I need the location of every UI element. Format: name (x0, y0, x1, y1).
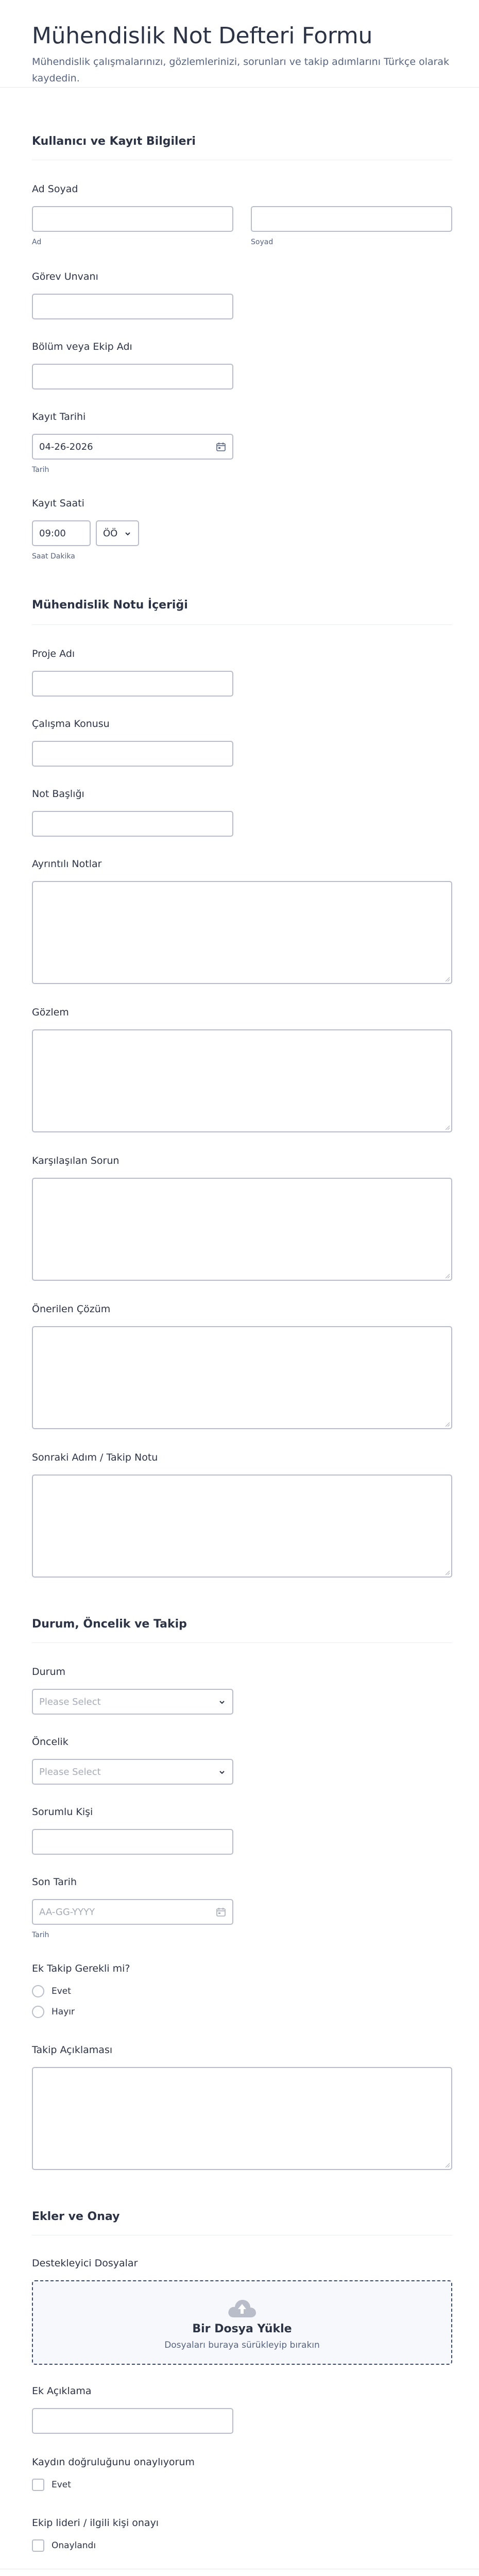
section-title-note: Mühendislik Notu İçeriği (32, 599, 188, 612)
last-name-sublabel: Soyad (251, 238, 273, 246)
priority-label: Öncelik (32, 1736, 69, 1748)
job-title-label: Görev Unvanı (32, 271, 98, 282)
radio-button[interactable] (32, 1985, 44, 1997)
first-name-sublabel: Ad (32, 238, 42, 246)
form-header (0, 0, 479, 88)
work-topic-label: Çalışma Konusu (32, 718, 110, 730)
cloud-upload-icon (227, 2297, 258, 2319)
upload-title: Bir Dosya Yükle (192, 2323, 292, 2335)
detailed-notes-label: Ayrıntılı Notlar (32, 858, 102, 870)
record-time-label: Kayıt Saati (32, 498, 84, 509)
section-title-status: Durum, Öncelik ve Takip (32, 1618, 187, 1631)
form-subtitle: Mühendislik çalışmalarınızı, gözlemlerinizi, sorunları ve takip adımlarını Türkçe olarak kaydedin. (32, 56, 450, 84)
follow-up-desc-textarea[interactable] (32, 2067, 452, 2170)
follow-up-needed-label: Ek Takip Gerekli mi? (32, 1963, 130, 1974)
record-date-label: Kayıt Tarihi (32, 411, 86, 422)
status-label: Durum (32, 1666, 66, 1677)
department-input[interactable] (32, 364, 233, 389)
attachment-desc-label: Ek Açıklama (32, 2385, 92, 2397)
lead-approval-label: Ekip lideri / ilgili kişi onayı (32, 2517, 159, 2529)
chevron-down-icon (124, 530, 132, 538)
due-date-sublabel: Tarih (32, 1931, 49, 1939)
form-title: Mühendislik Not Defteri Formu (32, 23, 373, 49)
attachment-desc-input[interactable] (32, 2408, 233, 2434)
ampm-select[interactable]: ÖÖ (96, 520, 139, 546)
resize-grip-icon[interactable] (444, 1125, 450, 1130)
last-name-input[interactable] (251, 206, 452, 232)
radio-button[interactable] (32, 2006, 44, 2018)
checkbox[interactable] (32, 2479, 44, 2491)
full-name-label: Ad Soyad (32, 183, 78, 195)
solution-label: Önerilen Çözüm (32, 1303, 111, 1315)
follow-up-desc-label: Takip Açıklaması (32, 2044, 113, 2056)
resize-grip-icon[interactable] (444, 976, 450, 981)
record-time-sublabel: Saat Dakika (32, 552, 75, 561)
job-title-input[interactable] (32, 294, 233, 319)
checkbox[interactable] (32, 2539, 44, 2552)
priority-select[interactable]: Please Select (32, 1759, 233, 1785)
resize-grip-icon[interactable] (444, 2162, 450, 2167)
resize-grip-icon[interactable] (444, 1570, 450, 1575)
calendar-icon[interactable] (216, 1907, 226, 1917)
problem-label: Karşılaşılan Sorun (32, 1155, 119, 1166)
observation-textarea[interactable] (32, 1029, 452, 1132)
section-divider (32, 1642, 452, 1643)
resize-grip-icon[interactable] (444, 1273, 450, 1278)
next-step-label: Sonraki Adım / Takip Notu (32, 1452, 158, 1463)
note-title-input[interactable] (32, 811, 233, 837)
responsible-input[interactable] (32, 1829, 233, 1855)
calendar-icon[interactable] (216, 442, 226, 452)
work-topic-input[interactable] (32, 741, 233, 767)
detailed-notes-textarea[interactable] (32, 881, 452, 984)
first-name-input[interactable] (32, 206, 233, 232)
due-date-input[interactable]: AA-GG-YYYY (32, 1899, 233, 1925)
observation-label: Gözlem (32, 1007, 69, 1018)
note-title-label: Not Başlığı (32, 788, 84, 800)
next-step-textarea[interactable] (32, 1475, 452, 1578)
section-title-user: Kullanıcı ve Kayıt Bilgileri (32, 135, 196, 148)
responsible-label: Sorumlu Kişi (32, 1806, 93, 1818)
solution-textarea[interactable] (32, 1326, 452, 1429)
record-date-input[interactable]: 04-26-2026 (32, 434, 233, 460)
chevron-down-icon (218, 1698, 226, 1706)
problem-textarea[interactable] (32, 1178, 452, 1281)
upload-subtitle: Dosyaları buraya sürükleyip bırakın (164, 2340, 320, 2350)
form-page: Mühendislik Not Defteri Formu Mühendislik çalışmalarınızı, gözlemlerinizi, sorunları ve takip adımlarını Türkçe olarak kaydedin. Kullanıcı ve Kayıt Bilgileri Ad Soyad Ad Soyad Görev Unvanı Bölüm veya Ekip Adı Kayıt Tarihi 04-26-2026 Tarih Kayıt Saati 09:00 ÖÖ Saat Dakika Mühendislik Notu İçeriği Proje Adı Çalışma Konusu Not Başlığı Ayrıntılı Notlar Gözlem Karşılaşılan Sorun Önerilen Çözüm Sonraki Adım / Takip Notu Durum, Öncelik ve Takip Durum Please Select Öncelik Please Select Sorumlu Kişi Son Tarih AA-GG-YYYY Tarih Ek Takip Gerekli mi? Evet Hayır Takip Açıklaması Ekler ve Onay Destekleyici Dosyalar Bir Dosya Yükle Dosyaları buraya sürükleyip bırakın Ek Açıklama Kaydın doğruluğunu onaylıyorum Evet Ekip lideri / ilgili kişi onayı Onaylandı (0, 0, 479, 2576)
chevron-down-icon (218, 1768, 226, 1776)
department-label: Bölüm veya Ekip Adı (32, 341, 132, 352)
section-divider (32, 624, 452, 625)
project-name-input[interactable] (32, 671, 233, 697)
record-date-sublabel: Tarih (32, 466, 49, 474)
accuracy-confirm-label: Kaydın doğruluğunu onaylıyorum (32, 2456, 195, 2468)
due-date-label: Son Tarih (32, 1876, 77, 1888)
status-select[interactable]: Please Select (32, 1689, 233, 1715)
supporting-files-label: Destekleyici Dosyalar (32, 2258, 138, 2269)
resize-grip-icon[interactable] (444, 1421, 450, 1427)
record-time-input[interactable]: 09:00 (32, 520, 91, 546)
section-title-attachments: Ekler ve Onay (32, 2210, 120, 2223)
file-upload-dropzone[interactable] (32, 2280, 452, 2365)
project-name-label: Proje Adı (32, 648, 75, 659)
